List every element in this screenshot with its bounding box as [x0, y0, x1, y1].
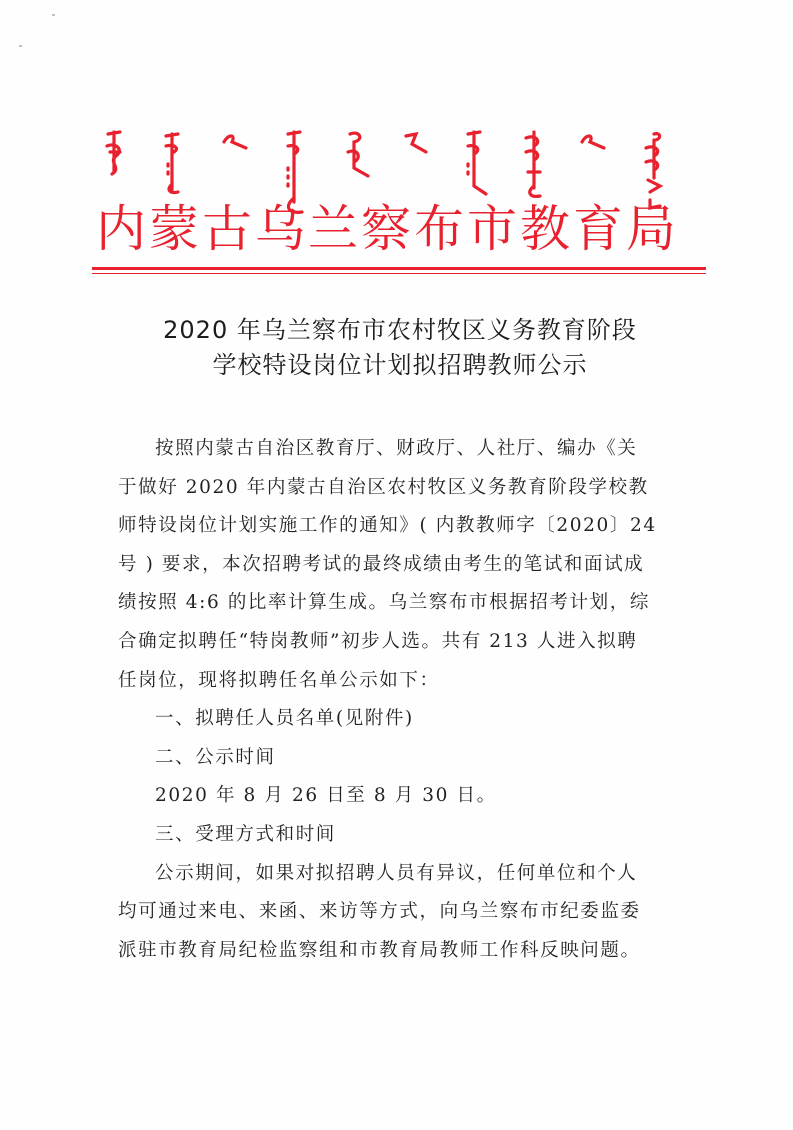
mongolian-word-icon [104, 128, 128, 188]
paragraph-line: 绩按照 4:6 的比率计算生成。乌兰察布市根据招考计划，综 [118, 592, 650, 614]
paragraph-line: 于做好 2020 年内蒙古自治区农村牧区义务教育阶段学校教 [118, 476, 649, 498]
paragraph-line: 均可通过来电、来函、来访等方式，向乌兰察布市纪委监委 [118, 901, 641, 923]
document-title-line-1: 2020 年乌兰察布市农村牧区义务教育阶段 [163, 316, 637, 344]
scan-artifact [19, 45, 22, 47]
mongolian-word-icon [400, 128, 430, 168]
section-heading-list: 一、拟聘任人员名单(见附件) [155, 708, 414, 730]
paragraph-line: 合确定拟聘任“特岗教师”初步人选。共有 213 人进入拟聘 [118, 630, 638, 652]
paragraph-line: 公示期间，如果对拟招聘人员有异议，任何单位和个人 [155, 862, 638, 884]
mongolian-word-icon [220, 128, 250, 158]
section-heading-period: 二、公示时间 [155, 746, 276, 768]
document-body [118, 430, 670, 970]
paragraph-line: 师特设岗位计划实施工作的通知》( 内教教师字〔2020〕24 [118, 515, 657, 537]
scan-artifact [52, 14, 55, 16]
paragraph-line: 任岗位，现将拟聘任名单公示如下： [118, 669, 440, 691]
masthead-divider [92, 267, 706, 270]
publicity-period-text: 2020 年 8 月 26 日至 8 月 30 日。 [155, 785, 497, 807]
masthead-divider-thin [92, 273, 706, 274]
paragraph-line: 按照内蒙古自治区教育厅、财政厅、人社厅、编办《关 [155, 438, 638, 459]
issuing-authority-title: 内蒙古乌兰察布市教育局 [96, 200, 679, 258]
mongolian-word-icon [578, 128, 608, 158]
paragraph-line: 号 ) 要求，本次招聘考试的最终成绩由考生的笔试和面试成 [118, 553, 645, 575]
section-heading-complaints: 三、受理方式和时间 [155, 823, 336, 845]
mongolian-word-icon [342, 128, 372, 188]
document-title-line-2: 学校特设岗位计划拟招聘教师公示 [212, 351, 588, 379]
paragraph-line: 派驻市教育局纪检监察组和市教育局教师工作科反映问题。 [118, 939, 641, 961]
